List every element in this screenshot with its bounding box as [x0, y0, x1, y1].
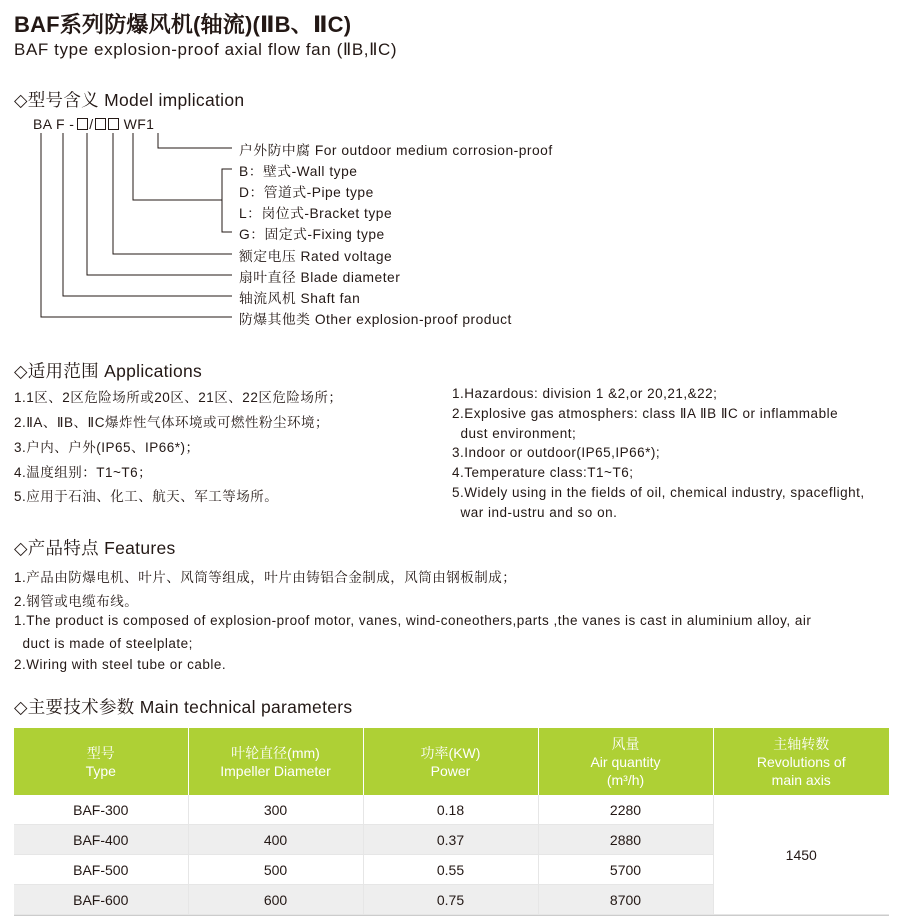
col-type-en: Type [85, 762, 116, 779]
cell-power: 0.75 [363, 885, 538, 915]
params-heading: ◇主要技术参数 Main technical parameters [14, 697, 353, 717]
model-item-blade: 扇叶直径 Blade diameter [239, 270, 401, 285]
app-en-3: dust environment; [452, 426, 577, 441]
app-cn-3: 3.户内、户外(IP65、IP66*)； [14, 440, 200, 455]
page-subtitle: BAF type explosion-proof axial flow fan (ⅡB,ⅡC) [14, 40, 398, 59]
app-en-2: 2.Explosive gas atmosphers: class ⅡA ⅡB ⅡC or inflammable [452, 406, 839, 421]
code-suffix: WF1 [123, 116, 155, 132]
app-en-4: 3.Indoor or outdoor(IP65,IP66*); [452, 445, 661, 460]
cell-power: 0.37 [363, 825, 538, 855]
cell-diameter: 600 [188, 885, 363, 915]
feature-en-1: 1.The product is composed of explosion-proof motor, vanes, wind-coneothers,parts ,the vanes is cast in aluminium alloy, air [14, 613, 812, 628]
col-diameter [188, 728, 363, 795]
feature-cn-1: 1.产品由防爆电机、叶片、风筒等组成，叶片由铸铝合金制成，风筒由钢板制成； [14, 570, 517, 585]
model-item-pipe: D：管道式-Pipe type [239, 185, 374, 200]
model-tree-lines [0, 0, 900, 340]
table-row [14, 795, 889, 825]
model-item-other: 防爆其他类 Other explosion-proof product [239, 312, 512, 327]
feature-cn-2: 2.钢管或电缆布线。 [14, 594, 139, 609]
app-cn-1: 1.1区、2区危险场所或20区、21区、22区危险场所； [14, 390, 343, 405]
params-header-row [14, 728, 889, 795]
cell-air: 5700 [538, 855, 713, 885]
col-air-unit: (m³/h) [606, 771, 645, 788]
cell-type: BAF-400 [14, 825, 188, 855]
cell-power: 0.18 [363, 795, 538, 825]
cell-air: 8700 [538, 885, 713, 915]
col-air [538, 728, 713, 795]
params-table [14, 728, 889, 915]
col-rev-cn: 主轴转数 [773, 735, 830, 752]
cell-type: BAF-500 [14, 855, 188, 885]
col-rev-en2: main axis [771, 771, 831, 788]
app-en-5: 4.Temperature class:T1~T6; [452, 465, 634, 480]
feature-en-1-cont: duct is made of steelplate; [14, 636, 193, 651]
cell-revolutions: 1450 [713, 795, 889, 915]
model-item-bracket: L：岗位式-Bracket type [239, 206, 393, 221]
col-diameter-en: Impeller Diameter [220, 762, 331, 779]
model-item-fixing: G：固定式-Fixing type [239, 227, 385, 242]
feature-en-2: 2.Wiring with steel tube or cable. [14, 657, 227, 672]
applications-heading: ◇适用范围 Applications [14, 361, 203, 381]
features-heading: ◇产品特点 Features [14, 538, 176, 558]
cell-type: BAF-300 [14, 795, 188, 825]
cell-power: 0.55 [363, 855, 538, 885]
cell-type: BAF-600 [14, 885, 188, 915]
model-item-voltage: 额定电压 Rated voltage [239, 249, 393, 264]
col-type [14, 728, 188, 795]
cell-air: 2880 [538, 825, 713, 855]
col-air-en: Air quantity [590, 753, 661, 770]
page-title: BAF系列防爆风机(轴流)(ⅡB、ⅡC) [14, 12, 352, 37]
model-item-wall: B：壁式-Wall type [239, 164, 358, 179]
cell-air: 2280 [538, 795, 713, 825]
col-diameter-cn: 叶轮直径(mm) [231, 744, 320, 761]
app-en-1: 1.Hazardous: division 1 &2,or 20,21,&22; [452, 386, 718, 401]
app-cn-5: 5.应用于石油、化工、航天、军工等场所。 [14, 489, 279, 504]
app-en-7: war ind-ustru and so on. [452, 505, 618, 520]
col-rev-en: Revolutions of [756, 753, 846, 770]
cell-diameter: 400 [188, 825, 363, 855]
app-cn-2: 2.ⅡA、ⅡB、ⅡC爆炸性气体环境或可燃性粉尘环境； [14, 415, 329, 430]
app-en-6: 5.Widely using in the fields of oil, chemical industry, spaceflight, [452, 485, 865, 500]
col-power-cn: 功率(KW) [420, 744, 481, 761]
app-cn-4: 4.温度组别：T1~T6； [14, 465, 153, 480]
col-power-en: Power [430, 762, 471, 779]
table-bottom-rule [14, 915, 889, 916]
code-slash: / [89, 116, 94, 132]
model-heading: ◇型号含义 Model implication [14, 90, 245, 110]
model-item-shaft: 轴流风机 Shaft fan [239, 291, 361, 306]
col-type-cn: 型号 [86, 744, 115, 761]
col-air-cn: 风量 [611, 735, 640, 752]
cell-diameter: 500 [188, 855, 363, 885]
col-revolutions [713, 728, 889, 795]
cell-diameter: 300 [188, 795, 363, 825]
code-prefix: BA F - [33, 116, 75, 132]
col-power [363, 728, 538, 795]
model-item-outdoor: 户外防中腐 For outdoor medium corrosion-proof [239, 143, 553, 158]
